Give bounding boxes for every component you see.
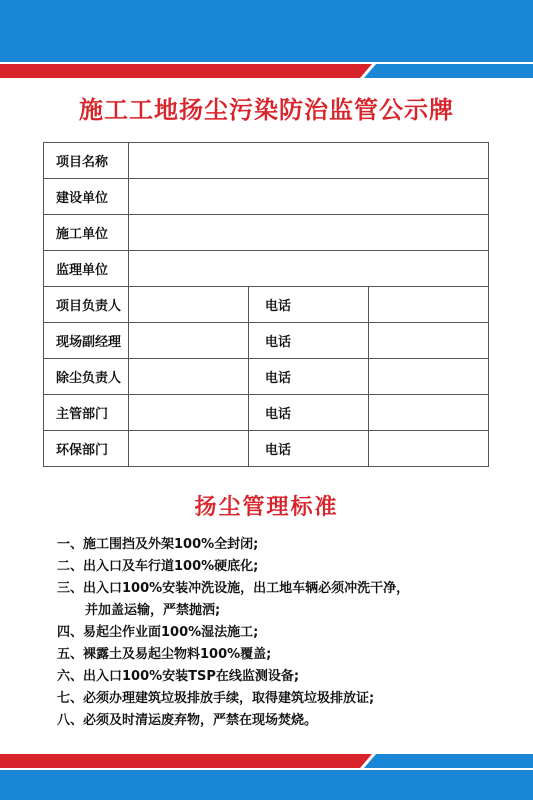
project-info-table (43, 142, 489, 467)
list-item: 八、必须及时清运废弃物，严禁在现场焚烧。 (57, 713, 318, 728)
phone-cell (369, 359, 489, 395)
dust-rules-list (57, 534, 517, 732)
phone-cell (369, 395, 489, 431)
value-cell (129, 287, 249, 323)
value-cell (129, 359, 249, 395)
table-row (44, 251, 489, 287)
sign-title: 施工工地扬尘污染防治监管公示牌 (79, 96, 454, 124)
table-row (44, 359, 489, 395)
list-item: 二、出入口及车行道100%硬底化; (57, 559, 259, 574)
table-row (44, 431, 489, 467)
table-row (44, 323, 489, 359)
phone-label: 电话 (249, 431, 369, 467)
list-item: 五、裸露土及易起尘物料100%覆盖; (57, 647, 272, 662)
phone-label: 电话 (249, 395, 369, 431)
list-item: 三、出入口100%安装冲洗设施，出工地车辆必须冲洗干净， (57, 581, 410, 596)
row-label: 施工单位 (44, 215, 129, 251)
list-item: 四、易起尘作业面100%湿法施工; (57, 625, 259, 640)
row-label: 现场副经理 (44, 323, 129, 359)
phone-cell (369, 323, 489, 359)
table-row (44, 215, 489, 251)
table-row (44, 395, 489, 431)
dust-standard-heading: 扬尘管理标准 (194, 495, 339, 520)
bottom-blue-banner (0, 770, 533, 800)
value-cell (129, 215, 489, 251)
row-label: 环保部门 (44, 431, 129, 467)
list-item: 六、出入口100%安装TSP在线监测设备; (57, 669, 300, 684)
value-cell (129, 395, 249, 431)
row-label: 监理单位 (44, 251, 129, 287)
top-decor-stripe (0, 64, 533, 78)
table-row (44, 143, 489, 179)
list-item: 一、施工围挡及外架100%全封闭; (57, 537, 259, 552)
row-label: 项目名称 (44, 143, 129, 179)
phone-cell (369, 287, 489, 323)
top-blue-banner (0, 0, 533, 62)
phone-label: 电话 (249, 287, 369, 323)
table-row (44, 179, 489, 215)
bottom-decor-stripe (0, 754, 533, 768)
value-cell (129, 179, 489, 215)
list-item: 并加盖运输，严禁抛洒; (85, 603, 221, 618)
phone-label: 电话 (249, 323, 369, 359)
row-label: 主管部门 (44, 395, 129, 431)
row-label: 项目负责人 (44, 287, 129, 323)
value-cell (129, 251, 489, 287)
value-cell (129, 143, 489, 179)
list-item: 七、必须办理建筑垃圾排放手续，取得建筑垃圾排放证; (57, 691, 375, 706)
value-cell (129, 323, 249, 359)
value-cell (129, 431, 249, 467)
row-label: 除尘负责人 (44, 359, 129, 395)
phone-label: 电话 (249, 359, 369, 395)
row-label: 建设单位 (44, 179, 129, 215)
table-row (44, 287, 489, 323)
phone-cell (369, 431, 489, 467)
